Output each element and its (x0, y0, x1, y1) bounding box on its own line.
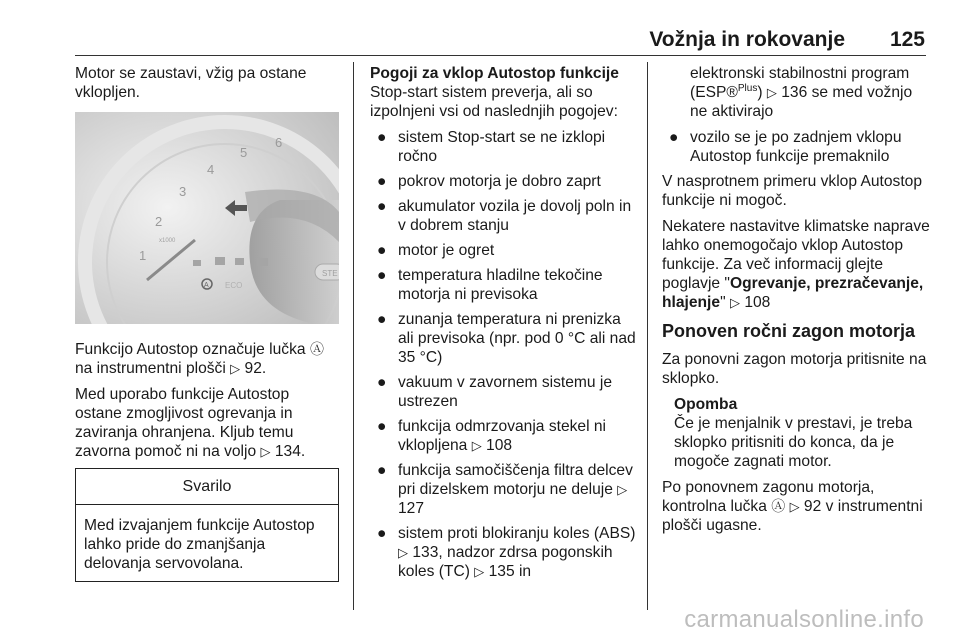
page-ref[interactable]: 108 (744, 294, 771, 311)
list-item: ● temperatura hladilne tekočine motorja ni previsoka (377, 267, 603, 303)
column-middle (370, 64, 638, 587)
paragraph-climate: Nekatere nastavitve klimatske naprave lahko onemogočajo vklop Autostop funkcije. Za več informacij glejte poglavje "Ogrevanje, prezračevanje, hlajenje" ▷ 108 (662, 218, 930, 311)
warning-title: Svarilo (76, 469, 338, 505)
section-heading-restart: Ponoven ročni zagon motorja (662, 321, 916, 341)
page-ref-arrow-icon: ▷ (789, 499, 800, 514)
list-item: ● vakuum v zavornem sistemu je ustrezen (377, 374, 613, 410)
autostop-icon: Ⓐ (771, 498, 786, 514)
list-item: ● funkcija samočiščenja filtra delcev pri dizelskem motorju ne deluje ▷ 127 (377, 462, 633, 517)
paragraph-autostop-lamp: Funkcijo Autostop označuje lučka Ⓐ na instrumentni plošči ▷ 92. (75, 341, 324, 377)
page-ref-arrow-icon: ▷ (260, 444, 271, 459)
column-divider-2 (647, 62, 648, 610)
chapter-title: Vožnja in rokovanje (649, 28, 845, 51)
warning-body: Med izvajanjem funkcije Autostop lahko pride do zmanjšanja delovanja servovolana. (84, 517, 315, 572)
page-ref-arrow-icon: ▷ (766, 85, 777, 100)
right-tab-label: STE (322, 269, 338, 278)
conditions-list-cont (662, 128, 930, 166)
page-ref[interactable]: 133 (412, 544, 439, 561)
page-ref-arrow-icon: ▷ (729, 295, 740, 310)
page-number: 125 (889, 28, 925, 51)
list-item: ● sistem Stop-start se ne izklopi ročno (377, 129, 606, 165)
list-item: ● akumulator vozila je dovolj poln in v dobrem stanju (377, 198, 632, 234)
page-ref[interactable]: 135 in (488, 563, 532, 580)
gauge-tick-5: 5 (240, 145, 248, 160)
gauge-tick-3: 3 (179, 184, 187, 199)
header-rule (75, 55, 926, 56)
list-continuation: elektronski stabilnostni program (ESP®$^{Plus}$) ▷ 136 se med vožnjo ne aktivirajo (690, 65, 913, 120)
page-ref[interactable]: 108 (486, 437, 513, 454)
page-ref-arrow-icon: ▷ (474, 564, 485, 579)
instrument-cluster-image (75, 112, 339, 324)
section-heading: Pogoji za vklop Autostop funkcije (370, 65, 619, 82)
page-ref[interactable]: 136 se med vožnjo ne aktivirajo (690, 84, 913, 120)
column-right (662, 64, 930, 542)
page-ref[interactable]: 127 (398, 500, 425, 517)
page-header (75, 28, 925, 52)
list-item: ● sistem proti blokiranju koles (ABS) ▷ 133, nadzor zdrsa pogonskih koles (TC) ▷ 135 in (377, 525, 636, 580)
column-left (75, 64, 339, 582)
list-item: ● motor je ogret (377, 242, 495, 259)
note-box (674, 395, 930, 471)
paragraph-engine-stop: Motor se zaustavi, vžig pa ostane vklopljen. (75, 65, 307, 101)
note-body: Če je menjalnik v prestavi, je treba sklopko pritisniti do konca, da je mogoče zagnati motor. (674, 415, 913, 470)
gauge-unit-label: x1000 (159, 238, 176, 244)
svg-text:A: A (204, 282, 209, 289)
gauge-tick-1: 1 (139, 248, 147, 263)
list-item: ● funkcija odmrzovanja stekel ni vklopljena ▷ 108 (377, 418, 607, 454)
page-ref-arrow-icon: ▷ (398, 545, 408, 560)
list-item: ● zunanja temperatura ni prenizka ali previsoka (npr. pod 0 °C ali nad 35 °C) (377, 311, 636, 366)
watermark: carmanualsonline.info (684, 606, 924, 633)
warning-box (75, 468, 339, 582)
gauge-tick-2: 2 (155, 214, 163, 229)
paragraph-otherwise: V nasprotnem primeru vklop Autostop funkcije ni mogoč. (662, 173, 923, 209)
list-item: ● vozilo se je po zadnjem vklopu Autostop funkcije premaknilo (669, 129, 902, 165)
page-ref-arrow-icon: ▷ (230, 361, 241, 376)
conditions-intro: Stop-start sistem preverja, ali so izpolnjeni vsi od naslednjih pogojev: (370, 84, 618, 120)
paragraph-brake-assist: Med uporabo funkcije Autostop ostane zmogljivost ogrevanja in zaviranja ohranjena. Kljub temu zavorna pomoč ni na voljo ▷ 134. (75, 386, 306, 460)
gauge-tick-6: 6 (275, 135, 283, 150)
conditions-list (370, 128, 638, 581)
eco-label: ECO (225, 281, 243, 290)
list-item: ● pokrov motorja je dobro zaprt (377, 173, 601, 190)
note-title: Opomba (674, 396, 738, 413)
paragraph-restart: Za ponovni zagon motorja pritisnite na sklopko. (662, 351, 927, 387)
column-divider-1 (353, 62, 354, 610)
gauge-illustration (75, 112, 339, 324)
paragraph-lamp-off: Po ponovnem zagonu motorja, kontrolna lučka Ⓐ ▷ 92 v instrumentni plošči ugasne. (662, 479, 923, 534)
page-ref[interactable]: 92 v instrumentni (803, 498, 923, 515)
page-ref-arrow-icon: ▷ (471, 438, 482, 453)
page-ref[interactable]: 92. (244, 360, 267, 377)
gauge-tick-4: 4 (207, 162, 215, 177)
autostop-icon: Ⓐ (309, 341, 324, 357)
page-ref[interactable]: 134. (274, 443, 306, 460)
page-ref-arrow-icon: ▷ (617, 482, 628, 497)
